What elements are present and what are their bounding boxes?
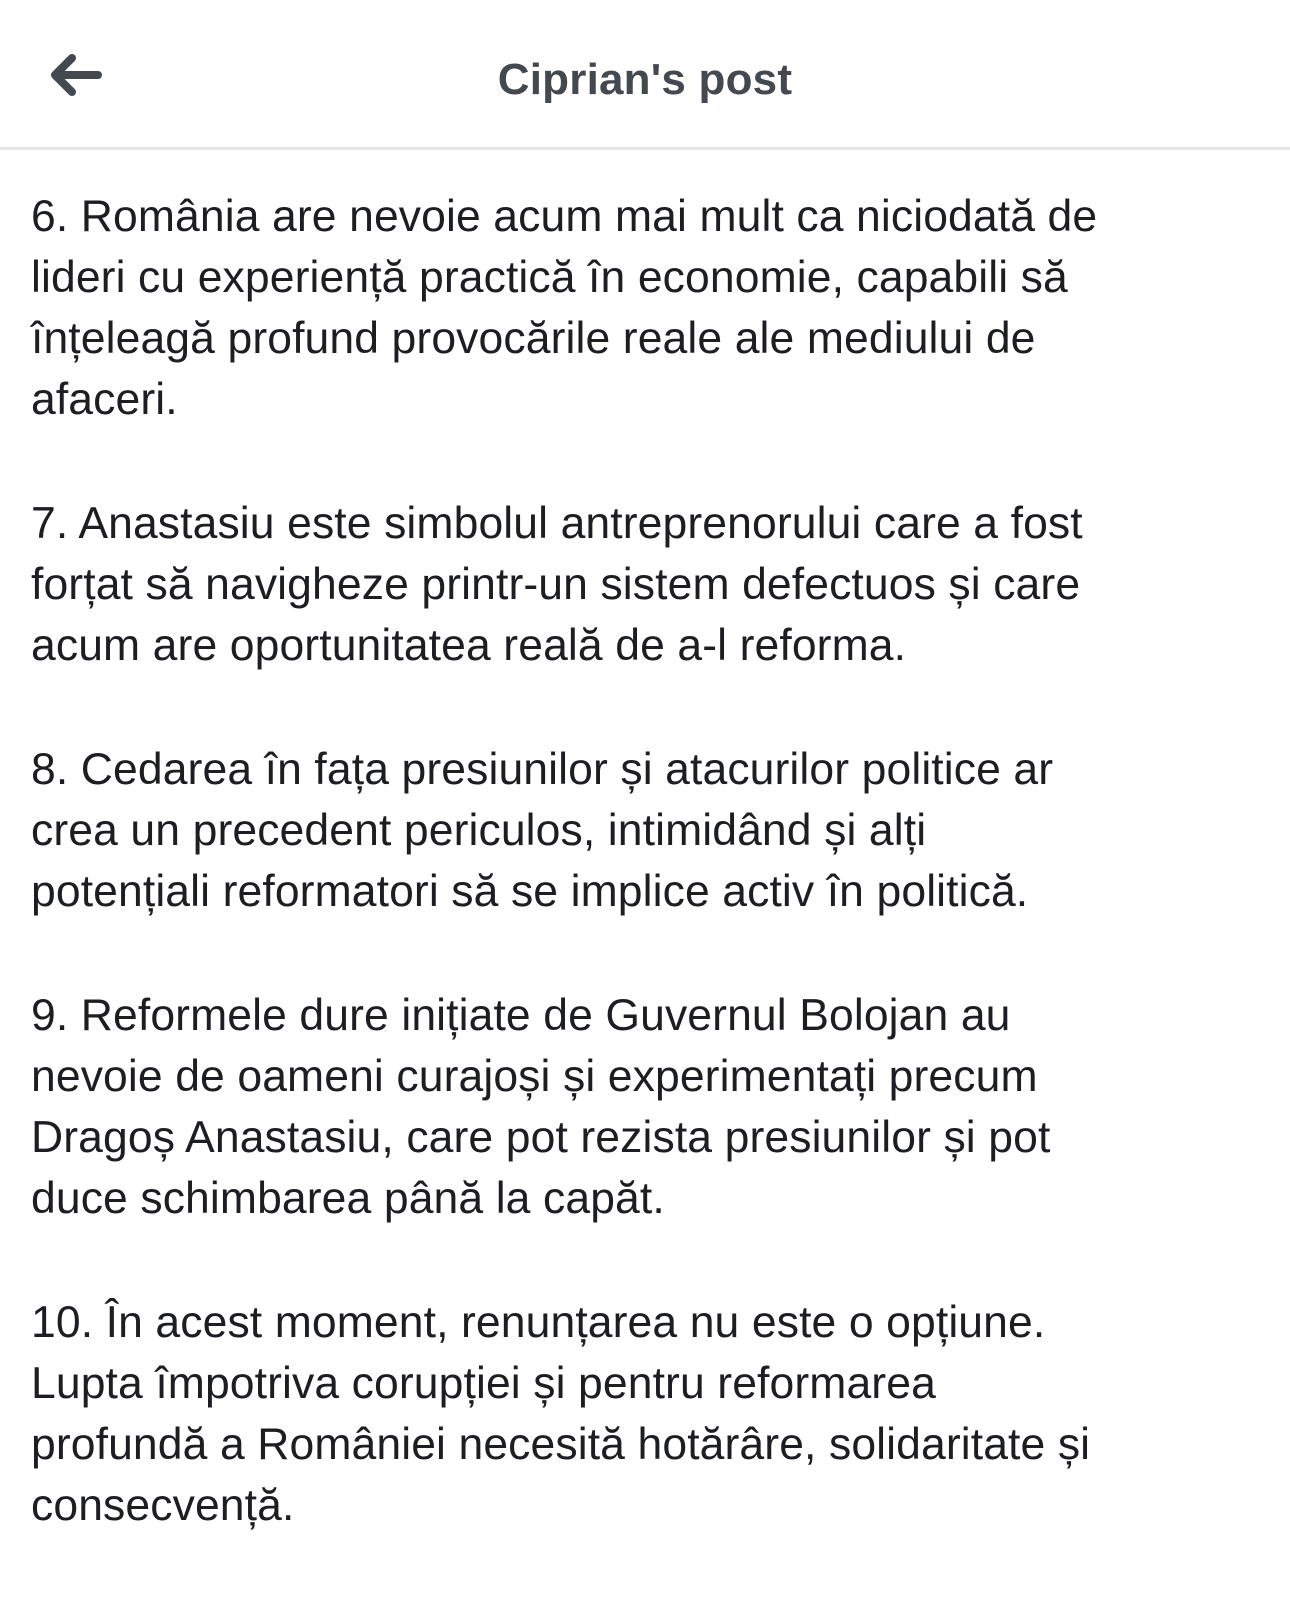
- paragraph-line: 8. Cedarea în fața presiunilor și atacurilor politice ar: [31, 745, 1054, 794]
- paragraph-line: 9. Reformele dure inițiate de Guvernul Bolojan au: [31, 991, 1011, 1040]
- paragraph-line: nevoie de oameni curajoși și experimentați precum: [31, 1052, 1038, 1101]
- top-bar: [0, 0, 1290, 150]
- paragraph-line: 6. România are nevoie acum mai mult ca niciodată de: [31, 192, 1098, 241]
- paragraph-line: potențiali reformatori să se implice activ în politică.: [31, 867, 1029, 916]
- paragraph-line: înțeleagă profund provocările reale ale mediului de: [31, 314, 1036, 363]
- post-paragraph: [31, 493, 1271, 676]
- post-paragraph: [31, 186, 1271, 430]
- post-paragraph: [31, 739, 1271, 922]
- paragraph-line: Lupta împotriva corupției și pentru reformarea: [31, 1359, 936, 1408]
- paragraph-line: profundă a României necesită hotărâre, solidaritate și: [31, 1420, 1091, 1469]
- paragraph-line: lideri cu experiență practică în economie, capabili să: [31, 253, 1068, 302]
- paragraph-line: 7. Anastasiu este simbolul antreprenorului care a fost: [31, 499, 1083, 548]
- paragraph-line: acum are oportunitatea reală de a-l reforma.: [31, 621, 907, 670]
- paragraph-line: 10. În acest moment, renunțarea nu este o opțiune.: [31, 1298, 1046, 1347]
- page-title: Ciprian's post: [497, 55, 793, 104]
- post-body: [31, 186, 1271, 1599]
- paragraph-line: forțat să navigheze printr-un sistem defectuos și care: [31, 560, 1081, 609]
- paragraph-line: afaceri.: [31, 375, 178, 424]
- post-paragraph: [31, 1292, 1271, 1536]
- paragraph-line: consecvență.: [31, 1481, 295, 1530]
- paragraph-line: duce schimbarea până la capăt.: [31, 1174, 665, 1223]
- paragraph-line: crea un precedent periculos, intimidând și alți: [31, 806, 927, 855]
- post-paragraph: [31, 985, 1271, 1229]
- paragraph-line: Dragoș Anastasiu, care pot rezista presiunilor și pot: [31, 1113, 1051, 1162]
